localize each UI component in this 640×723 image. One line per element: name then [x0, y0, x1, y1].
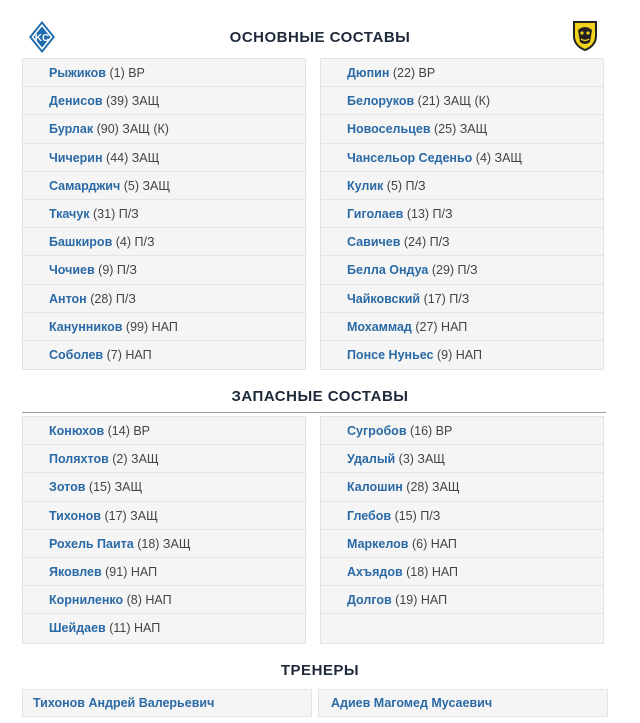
subs-title: ЗАПАСНЫЕ СОСТАВЫ — [231, 388, 409, 405]
player-row — [23, 172, 305, 200]
player-name-link[interactable]: Сугробов — [347, 424, 407, 438]
player-row — [23, 586, 305, 614]
player-row — [23, 59, 305, 87]
player-row — [23, 473, 305, 501]
player-row — [321, 502, 603, 530]
player-row — [321, 614, 603, 642]
player-number-position: (9) П/З — [98, 263, 137, 278]
player-number-position: (2) ЗАЩ — [112, 452, 159, 467]
player-number-position: (13) П/З — [406, 206, 453, 221]
player-row — [321, 313, 603, 341]
player-row — [23, 445, 305, 473]
player-name-link[interactable]: Новосельцев — [347, 122, 431, 137]
player-row — [23, 530, 305, 558]
player-name-link[interactable]: Чайковский — [347, 291, 421, 306]
player-number-position: (90) ЗАЩ (К) — [96, 122, 169, 137]
player-number-position: (29) П/З — [431, 263, 478, 278]
player-row — [321, 200, 603, 228]
player-name-link[interactable]: Рохель Паита — [49, 536, 134, 551]
player-name-link[interactable]: Кулик — [347, 178, 384, 193]
player-name-link[interactable]: Мохаммад — [347, 319, 412, 334]
player-name-link[interactable]: Глебов — [347, 508, 392, 523]
player-number-position: (11) НАП — [109, 621, 161, 636]
player-row — [23, 228, 305, 256]
player-name-link[interactable]: Чансельор Седеньо — [347, 150, 473, 165]
player-number-position: (25) ЗАЩ — [434, 122, 488, 137]
player-name-link[interactable]: Самарджич — [49, 178, 121, 193]
player-row — [321, 172, 603, 200]
player-row — [321, 341, 603, 369]
player-number-position: (14) ВР — [107, 424, 151, 438]
player-name-link[interactable]: Гиголаев — [347, 206, 404, 221]
player-number-position: (1) ВР — [109, 66, 145, 80]
player-row — [23, 200, 305, 228]
player-number-position: (22) ВР — [392, 66, 436, 80]
player-number-position: (17) ЗАЩ — [104, 508, 158, 523]
subs-divider — [22, 412, 606, 413]
player-name-link[interactable]: Маркелов — [347, 536, 409, 551]
player-name-link[interactable]: Ткачук — [49, 206, 90, 221]
player-number-position: (19) НАП — [395, 593, 448, 608]
svg-text:KC: KC — [34, 33, 50, 44]
player-name-link[interactable]: Белла Ондуа — [347, 263, 429, 278]
player-number-position: (99) НАП — [125, 319, 178, 334]
player-name-link[interactable]: Денисов — [49, 94, 103, 109]
player-number-position: (31) П/З — [93, 206, 139, 221]
player-number-position: (28) ЗАЩ — [406, 480, 460, 495]
player-row — [321, 586, 603, 614]
player-number-position: (39) ЗАЩ — [106, 94, 160, 109]
player-name-link[interactable]: Удалый — [347, 452, 396, 467]
player-name-link[interactable]: Чичерин — [49, 150, 103, 165]
player-name-link[interactable]: Тихонов — [49, 508, 101, 523]
player-name-link[interactable]: Долгов — [347, 593, 392, 608]
player-number-position: (5) П/З — [386, 178, 426, 193]
player-number-position: (18) ЗАЩ — [137, 536, 191, 551]
player-name-link[interactable]: Савичев — [347, 235, 401, 250]
coaches-title: ТРЕНЕРЫ — [280, 662, 360, 679]
player-number-position: (7) НАП — [106, 347, 152, 362]
player-name-link[interactable]: Канунников — [49, 319, 123, 334]
away-coach[interactable]: Адиев Магомед Мусаевич — [318, 689, 608, 717]
player-number-position: (9) НАП — [436, 347, 482, 362]
player-number-position: (27) НАП — [415, 319, 468, 334]
player-row — [321, 59, 603, 87]
player-name-link[interactable]: Шейдаев — [49, 621, 106, 636]
player-row — [321, 473, 603, 501]
player-row — [23, 144, 305, 172]
player-number-position: (15) П/З — [394, 508, 441, 523]
player-number-position: (24) П/З — [403, 235, 450, 250]
player-name-link[interactable]: Башкиров — [49, 235, 113, 250]
player-number-position: (15) ЗАЩ — [88, 480, 143, 495]
player-row — [321, 285, 603, 313]
player-row — [23, 558, 305, 586]
player-name-link[interactable]: Антон — [49, 291, 87, 306]
player-row — [321, 256, 603, 284]
player-name-link[interactable]: Дюпин — [347, 66, 390, 80]
player-name-link[interactable]: Бурлак — [49, 122, 94, 137]
away-lineup-list — [320, 58, 604, 370]
player-row — [23, 285, 305, 313]
player-name-link[interactable]: Калошин — [347, 480, 403, 495]
player-number-position: (17) П/З — [423, 291, 470, 306]
player-name-link[interactable]: Зотов — [49, 480, 86, 495]
player-name-link[interactable]: Рыжиков — [49, 66, 106, 80]
player-row — [23, 417, 305, 445]
player-row — [321, 144, 603, 172]
player-number-position: (28) П/З — [90, 291, 136, 306]
player-row — [23, 614, 305, 642]
home-subs-list — [22, 416, 306, 644]
player-name-link[interactable]: Ахъядов — [347, 564, 403, 579]
lineups-header — [0, 0, 640, 60]
player-number-position: (44) ЗАЩ — [106, 150, 160, 165]
player-number-position: (4) П/З — [115, 235, 155, 250]
player-name-link[interactable]: Поляхтов — [49, 452, 109, 467]
player-row — [321, 445, 603, 473]
player-row — [23, 341, 305, 369]
player-row — [23, 87, 305, 115]
player-name-link[interactable]: Белоруков — [347, 94, 415, 109]
player-row — [321, 417, 603, 445]
player-name-link[interactable]: Понсе Нуньес — [347, 347, 434, 362]
player-row — [321, 530, 603, 558]
player-number-position: (91) НАП — [105, 564, 158, 579]
home-lineup-list — [22, 58, 306, 370]
player-name-link[interactable]: Яковлев — [49, 564, 102, 579]
player-row — [321, 558, 603, 586]
player-number-position: (6) НАП — [411, 536, 457, 551]
player-number-position: (3) ЗАЩ — [398, 452, 446, 467]
player-name-link[interactable]: Корниленко — [49, 593, 124, 608]
player-number-position: (18) НАП — [406, 564, 459, 579]
player-name-link[interactable]: Конюхов — [49, 424, 105, 438]
player-row — [321, 115, 603, 143]
player-row — [321, 228, 603, 256]
player-row — [23, 115, 305, 143]
player-row — [23, 313, 305, 341]
player-number-position: (4) ЗАЩ — [475, 150, 523, 165]
player-number-position: (8) НАП — [126, 593, 172, 608]
player-number-position: (21) ЗАЩ (К) — [417, 94, 491, 109]
player-row — [23, 502, 305, 530]
player-name-link[interactable]: Соболев — [49, 347, 104, 362]
anzhi-logo-icon[interactable] — [570, 18, 600, 52]
away-subs-list — [320, 416, 604, 644]
home-coach[interactable]: Тихонов Андрей Валерьевич — [22, 689, 312, 717]
player-name-link[interactable]: Чочиев — [49, 263, 95, 278]
player-row — [23, 256, 305, 284]
player-number-position: (16) ВР — [409, 424, 453, 438]
player-row — [321, 87, 603, 115]
player-number-position: (5) ЗАЩ — [123, 178, 171, 193]
main-lineups-title: ОСНОВНЫЕ СОСТАВЫ — [229, 29, 411, 46]
